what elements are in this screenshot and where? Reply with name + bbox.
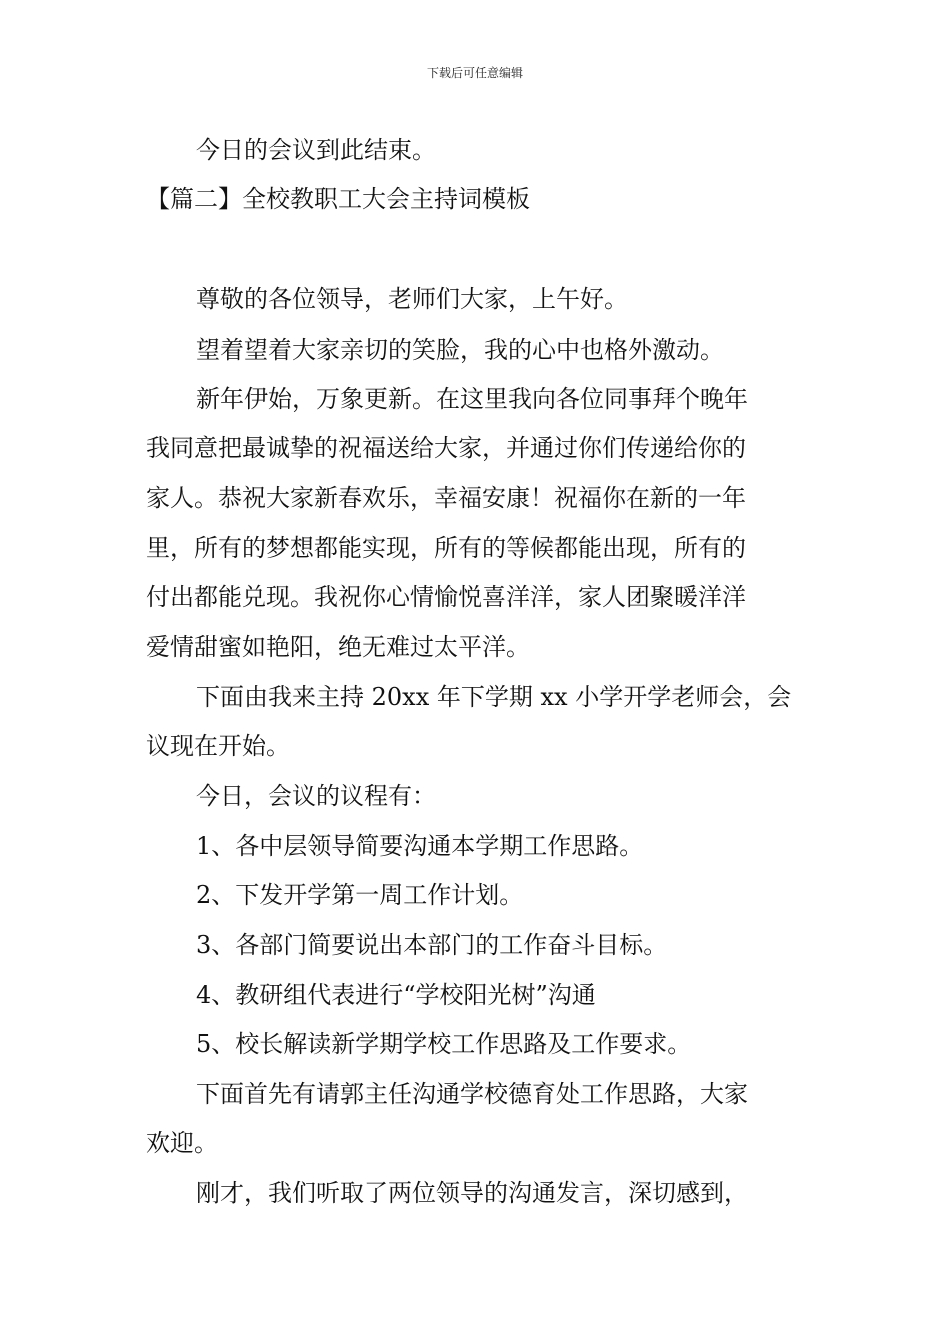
paragraph-line: 下面由我来主持 20xx 年下学期 xx 小学开学老师会，会: [196, 683, 792, 711]
agenda-item: 1、各中层领导简要沟通本学期工作思路。: [196, 832, 644, 860]
paragraph-line: 欢迎。: [146, 1129, 218, 1157]
closing-line: 今日的会议到此结束。: [196, 136, 436, 164]
paragraph-line: 议现在开始。: [146, 732, 290, 760]
paragraph-line: 里，所有的梦想都能实现，所有的等候都能出现，所有的: [146, 534, 746, 562]
paragraph-line: 下面首先有请郭主任沟通学校德育处工作思路，大家: [196, 1080, 748, 1108]
section-heading: 【篇二】全校教职工大会主持词模板: [146, 185, 530, 213]
paragraph-line: 望着望着大家亲切的笑脸，我的心中也格外激动。: [196, 336, 724, 364]
paragraph-line: 爱情甜蜜如艳阳，绝无难过太平洋。: [146, 633, 530, 661]
paragraph-line: 新年伊始，万象更新。在这里我向各位同事拜个晚年: [196, 385, 748, 413]
agenda-item: 5、校长解读新学期学校工作思路及工作要求。: [196, 1030, 692, 1058]
greeting-line: 尊敬的各位领导，老师们大家，上午好。: [196, 285, 628, 313]
paragraph-line: 刚才，我们听取了两位领导的沟通发言，深切感到，: [196, 1179, 748, 1207]
paragraph-line: 家人。恭祝大家新春欢乐，幸福安康！祝福你在新的一年: [146, 484, 746, 512]
agenda-item: 4、教研组代表进行“学校阳光树”沟通: [196, 981, 596, 1009]
paragraph-line: 我同意把最诚挚的祝福送给大家，并通过你们传递给你的: [146, 434, 746, 462]
paragraph-line: 付出都能兑现。我祝你心情愉悦喜洋洋，家人团聚暖洋洋: [146, 583, 746, 611]
agenda-intro: 今日，会议的议程有：: [196, 782, 436, 810]
agenda-item: 2、下发开学第一周工作计划。: [196, 881, 524, 909]
agenda-item: 3、各部门简要说出本部门的工作奋斗目标。: [196, 931, 668, 959]
page-header: 下载后可任意编辑: [426, 66, 523, 80]
